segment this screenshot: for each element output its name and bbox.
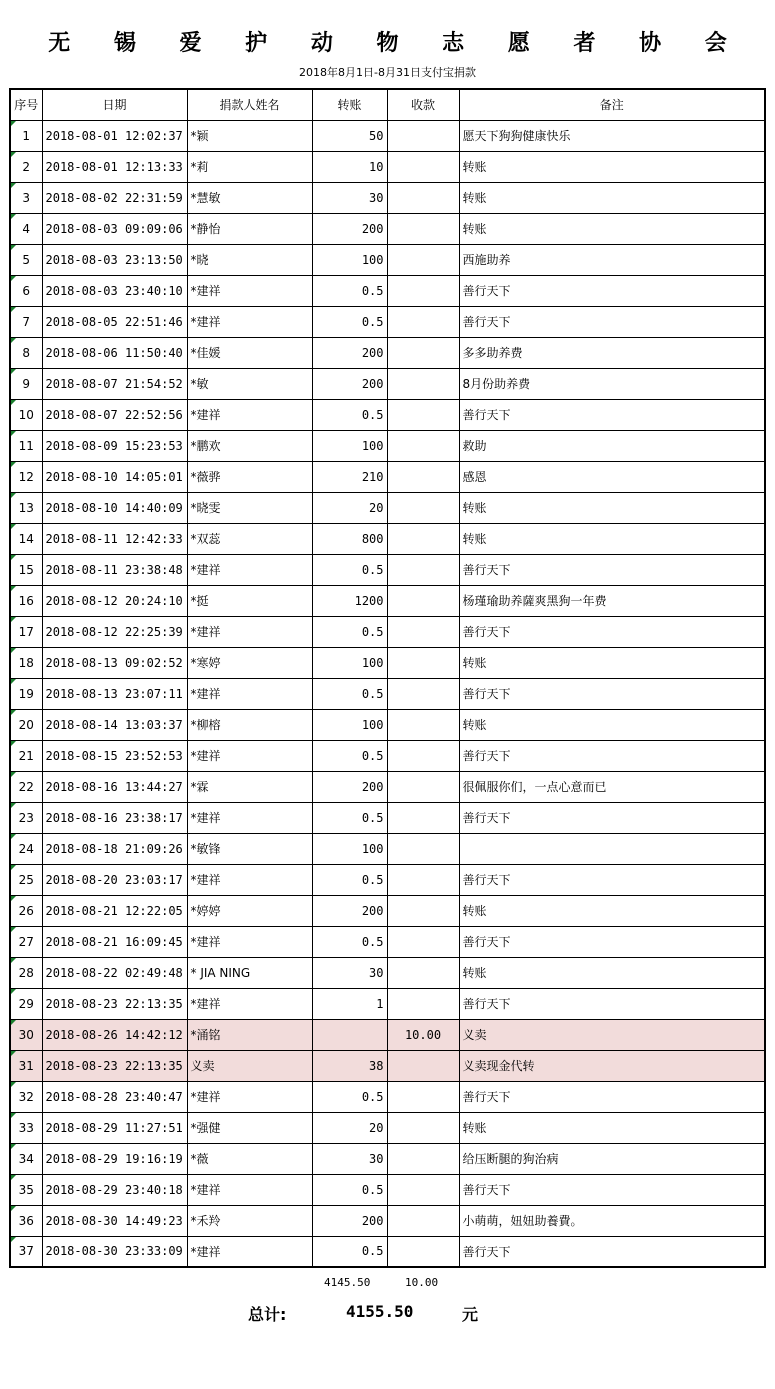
cell-note: 善行天下 [459,926,765,957]
cell-seq: 28 [10,957,42,988]
cell-date: 2018-08-16 13:44:27 [42,771,187,802]
cell-seq: 11 [10,430,42,461]
cell-received [387,771,459,802]
cell-seq: 8 [10,337,42,368]
cell-transfer: 0.5 [312,864,387,895]
column-header-seq: 序号 [10,89,42,120]
cell-note: 善行天下 [459,306,765,337]
cell-received [387,1236,459,1267]
table-row [10,895,765,926]
cell-received [387,864,459,895]
cell-date: 2018-08-09 15:23:53 [42,430,187,461]
cell-date: 2018-08-05 22:51:46 [42,306,187,337]
cell-donor-name: *婷婷 [187,895,312,926]
cell-transfer: 1200 [312,585,387,616]
cell-transfer: 0.5 [312,802,387,833]
cell-transfer: 100 [312,244,387,275]
cell-received [387,647,459,678]
cell-donor-name: *晓 [187,244,312,275]
cell-donor-name: *禾羚 [187,1205,312,1236]
cell-transfer: 0.5 [312,926,387,957]
cell-date: 2018-08-02 22:31:59 [42,182,187,213]
cell-date: 2018-08-22 02:49:48 [42,957,187,988]
cell-received [387,1081,459,1112]
table-row [10,1143,765,1174]
table-row [10,213,765,244]
donation-table [9,88,766,1268]
cell-date: 2018-08-29 19:16:19 [42,1143,187,1174]
column-header-date: 日期 [42,89,187,120]
cell-seq: 34 [10,1143,42,1174]
cell-date: 2018-08-26 14:42:12 [42,1019,187,1050]
cell-seq: 25 [10,864,42,895]
cell-date: 2018-08-13 09:02:52 [42,647,187,678]
cell-seq: 10 [10,399,42,430]
cell-donor-name: *建祥 [187,1174,312,1205]
table-row [10,647,765,678]
cell-received [387,523,459,554]
cell-seq: 30 [10,1019,42,1050]
cell-transfer: 0.5 [312,554,387,585]
cell-received [387,461,459,492]
cell-received [387,368,459,399]
cell-donor-name: *慧敏 [187,182,312,213]
cell-donor-name: 义卖 [187,1050,312,1081]
cell-seq: 3 [10,182,42,213]
cell-seq: 23 [10,802,42,833]
cell-date: 2018-08-03 23:40:10 [42,275,187,306]
cell-donor-name: *薇 [187,1143,312,1174]
cell-transfer: 100 [312,709,387,740]
cell-seq: 29 [10,988,42,1019]
cell-transfer: 30 [312,1143,387,1174]
cell-seq: 26 [10,895,42,926]
cell-seq: 9 [10,368,42,399]
cell-transfer: 20 [312,1112,387,1143]
cell-received [387,120,459,151]
cell-seq: 18 [10,647,42,678]
cell-date: 2018-08-21 12:22:05 [42,895,187,926]
cell-received [387,895,459,926]
cell-transfer: 0.5 [312,399,387,430]
cell-donor-name: *建祥 [187,864,312,895]
cell-transfer: 210 [312,461,387,492]
cell-transfer: 0.5 [312,1081,387,1112]
cell-transfer: 0.5 [312,306,387,337]
table-row [10,399,765,430]
cell-seq: 4 [10,213,42,244]
cell-date: 2018-08-10 14:40:09 [42,492,187,523]
cell-note: 善行天下 [459,864,765,895]
page-subtitle: 2018年8月1日-8月31日支付宝捐款 [299,66,476,79]
cell-date: 2018-08-01 12:02:37 [42,120,187,151]
table-row [10,802,765,833]
table-row [10,771,765,802]
cell-note: 转账 [459,647,765,678]
cell-donor-name: *寒婷 [187,647,312,678]
table-row [10,1236,765,1267]
cell-received [387,492,459,523]
cell-donor-name: * JIA NING [187,957,312,988]
table-row [10,461,765,492]
cell-date: 2018-08-28 23:40:47 [42,1081,187,1112]
cell-note: 转账 [459,957,765,988]
cell-seq: 1 [10,120,42,151]
cell-donor-name: *建祥 [187,1236,312,1267]
cell-transfer: 200 [312,895,387,926]
table-header-row [10,89,765,120]
cell-date: 2018-08-03 09:09:06 [42,213,187,244]
cell-transfer: 30 [312,957,387,988]
total-value: 4155.50 [346,1302,414,1321]
cell-note: 转账 [459,151,765,182]
cell-date: 2018-08-23 22:13:35 [42,1050,187,1081]
cell-note: 给压断腿的狗治病 [459,1143,765,1174]
cell-note: 善行天下 [459,399,765,430]
cell-received [387,182,459,213]
cell-transfer: 800 [312,523,387,554]
table-row [10,523,765,554]
table-row [10,585,765,616]
cell-transfer: 0.5 [312,275,387,306]
cell-note: 愿天下狗狗健康快乐 [459,120,765,151]
cell-seq: 31 [10,1050,42,1081]
cell-received [387,1174,459,1205]
total-unit: 元 [462,1305,479,1324]
cell-seq: 15 [10,554,42,585]
cell-transfer: 10 [312,151,387,182]
cell-note: 多多助养费 [459,337,765,368]
cell-transfer: 30 [312,182,387,213]
cell-note: 善行天下 [459,275,765,306]
cell-received [387,213,459,244]
cell-seq: 13 [10,492,42,523]
cell-received [387,151,459,182]
cell-donor-name: *霖 [187,771,312,802]
table-row [10,926,765,957]
cell-donor-name: *晓雯 [187,492,312,523]
cell-note: 转账 [459,492,765,523]
table-row [10,182,765,213]
cell-transfer: 0.5 [312,616,387,647]
cell-note: 转账 [459,213,765,244]
sum-received: 10.00 [405,1276,439,1289]
cell-date: 2018-08-23 22:13:35 [42,988,187,1019]
table-row [10,554,765,585]
cell-date: 2018-08-12 20:24:10 [42,585,187,616]
cell-received [387,616,459,647]
table-row [10,740,765,771]
cell-seq: 2 [10,151,42,182]
cell-donor-name: *建祥 [187,306,312,337]
cell-received: 10.00 [387,1019,459,1050]
cell-seq: 5 [10,244,42,275]
table-body [10,120,765,1267]
sum-transfer: 4145.50 [324,1276,371,1289]
cell-seq: 27 [10,926,42,957]
cell-received [387,399,459,430]
cell-seq: 16 [10,585,42,616]
cell-received [387,1143,459,1174]
cell-donor-name: *薇骅 [187,461,312,492]
cell-transfer: 200 [312,1205,387,1236]
cell-date: 2018-08-12 22:25:39 [42,616,187,647]
cell-note: 善行天下 [459,1236,765,1267]
cell-received [387,244,459,275]
table-row [10,244,765,275]
cell-received [387,1205,459,1236]
cell-donor-name: *佳媛 [187,337,312,368]
cell-transfer: 50 [312,120,387,151]
cell-received [387,740,459,771]
cell-transfer: 200 [312,368,387,399]
cell-donor-name: *建祥 [187,802,312,833]
cell-date: 2018-08-14 13:03:37 [42,709,187,740]
cell-date: 2018-08-29 11:27:51 [42,1112,187,1143]
cell-donor-name: *挺 [187,585,312,616]
cell-note: 转账 [459,523,765,554]
cell-donor-name: *颖 [187,120,312,151]
table-row [10,1205,765,1236]
cell-donor-name: *柳榕 [187,709,312,740]
cell-date: 2018-08-30 23:33:09 [42,1236,187,1267]
table-row [10,1050,765,1081]
table-row [10,120,765,151]
table-row [10,337,765,368]
table-row [10,492,765,523]
cell-seq: 33 [10,1112,42,1143]
cell-transfer: 0.5 [312,740,387,771]
cell-transfer: 1 [312,988,387,1019]
table-row [10,368,765,399]
cell-seq: 17 [10,616,42,647]
cell-donor-name: *建祥 [187,616,312,647]
cell-transfer: 0.5 [312,1174,387,1205]
column-header-name: 捐款人姓名 [187,89,312,120]
cell-note: 善行天下 [459,1081,765,1112]
cell-received [387,802,459,833]
table-row [10,275,765,306]
cell-transfer: 20 [312,492,387,523]
cell-transfer: 0.5 [312,1236,387,1267]
table-row [10,306,765,337]
total-label: 总计: [248,1305,287,1324]
cell-date: 2018-08-29 23:40:18 [42,1174,187,1205]
cell-received [387,678,459,709]
table-row [10,833,765,864]
cell-seq: 32 [10,1081,42,1112]
table-row [10,957,765,988]
cell-transfer: 200 [312,771,387,802]
cell-note: 转账 [459,1112,765,1143]
cell-transfer: 0.5 [312,678,387,709]
cell-received [387,926,459,957]
cell-seq: 36 [10,1205,42,1236]
cell-donor-name: *鹏欢 [187,430,312,461]
cell-date: 2018-08-07 21:54:52 [42,368,187,399]
cell-note: 善行天下 [459,554,765,585]
cell-seq: 22 [10,771,42,802]
cell-date: 2018-08-07 22:52:56 [42,399,187,430]
cell-seq: 37 [10,1236,42,1267]
table-row [10,988,765,1019]
cell-donor-name: *建祥 [187,1081,312,1112]
cell-note: 善行天下 [459,802,765,833]
cell-transfer: 38 [312,1050,387,1081]
cell-seq: 7 [10,306,42,337]
cell-date: 2018-08-16 23:38:17 [42,802,187,833]
cell-donor-name: *莉 [187,151,312,182]
cell-seq: 14 [10,523,42,554]
cell-seq: 20 [10,709,42,740]
cell-note: 转账 [459,895,765,926]
table-row [10,1081,765,1112]
cell-note: 救助 [459,430,765,461]
cell-note: 8月份助养费 [459,368,765,399]
table-row [10,151,765,182]
cell-received [387,957,459,988]
cell-received [387,1112,459,1143]
cell-date: 2018-08-21 16:09:45 [42,926,187,957]
cell-donor-name: *建祥 [187,678,312,709]
cell-donor-name: *敏锋 [187,833,312,864]
cell-seq: 24 [10,833,42,864]
table-row [10,864,765,895]
cell-donor-name: *建祥 [187,740,312,771]
cell-transfer: 100 [312,833,387,864]
cell-note: 义卖现金代转 [459,1050,765,1081]
cell-seq: 35 [10,1174,42,1205]
cell-date: 2018-08-10 14:05:01 [42,461,187,492]
cell-note: 很佩服你们，一点心意而已 [459,771,765,802]
cell-donor-name: *静怡 [187,213,312,244]
cell-note: 善行天下 [459,1174,765,1205]
cell-donor-name: *建祥 [187,988,312,1019]
cell-donor-name: *强健 [187,1112,312,1143]
cell-date: 2018-08-13 23:07:11 [42,678,187,709]
cell-transfer [312,1019,387,1050]
cell-date: 2018-08-11 23:38:48 [42,554,187,585]
cell-transfer: 200 [312,213,387,244]
cell-note: 转账 [459,182,765,213]
cell-note: 感恩 [459,461,765,492]
cell-received [387,585,459,616]
table-row [10,678,765,709]
cell-donor-name: *建祥 [187,399,312,430]
cell-date: 2018-08-03 23:13:50 [42,244,187,275]
cell-donor-name: *建祥 [187,275,312,306]
cell-note: 义卖 [459,1019,765,1050]
cell-received [387,306,459,337]
cell-seq: 12 [10,461,42,492]
cell-transfer: 100 [312,647,387,678]
cell-seq: 19 [10,678,42,709]
cell-transfer: 100 [312,430,387,461]
cell-note: 善行天下 [459,740,765,771]
column-header-note: 备注 [459,89,765,120]
table-row [10,709,765,740]
cell-seq: 6 [10,275,42,306]
cell-note: 小萌萌，妞妞助養費。 [459,1205,765,1236]
cell-date: 2018-08-20 23:03:17 [42,864,187,895]
cell-date: 2018-08-01 12:13:33 [42,151,187,182]
cell-note: 善行天下 [459,616,765,647]
table-row [10,1174,765,1205]
table-row [10,1019,765,1050]
cell-date: 2018-08-30 14:49:23 [42,1205,187,1236]
table-row [10,430,765,461]
cell-donor-name: *敏 [187,368,312,399]
page-title: 无 锡 爱 护 动 物 志 愿 者 协 会 [48,30,745,56]
cell-donor-name: *双蕊 [187,523,312,554]
cell-received [387,430,459,461]
cell-donor-name: *涌铭 [187,1019,312,1050]
cell-date: 2018-08-06 11:50:40 [42,337,187,368]
cell-received [387,709,459,740]
table-row [10,1112,765,1143]
cell-received [387,275,459,306]
cell-date: 2018-08-18 21:09:26 [42,833,187,864]
cell-note: 转账 [459,709,765,740]
cell-note: 西施助养 [459,244,765,275]
cell-date: 2018-08-15 23:52:53 [42,740,187,771]
cell-received [387,554,459,585]
cell-note: 善行天下 [459,678,765,709]
column-header-received: 收款 [387,89,459,120]
column-header-transfer: 转账 [312,89,387,120]
cell-note: 善行天下 [459,988,765,1019]
cell-received [387,1050,459,1081]
cell-donor-name: *建祥 [187,554,312,585]
cell-donor-name: *建祥 [187,926,312,957]
cell-note: 杨瑾瑜助养薩爽黑狗一年费 [459,585,765,616]
cell-date: 2018-08-11 12:42:33 [42,523,187,554]
cell-received [387,833,459,864]
cell-note [459,833,765,864]
cell-received [387,988,459,1019]
cell-transfer: 200 [312,337,387,368]
table-row [10,616,765,647]
cell-received [387,337,459,368]
cell-seq: 21 [10,740,42,771]
